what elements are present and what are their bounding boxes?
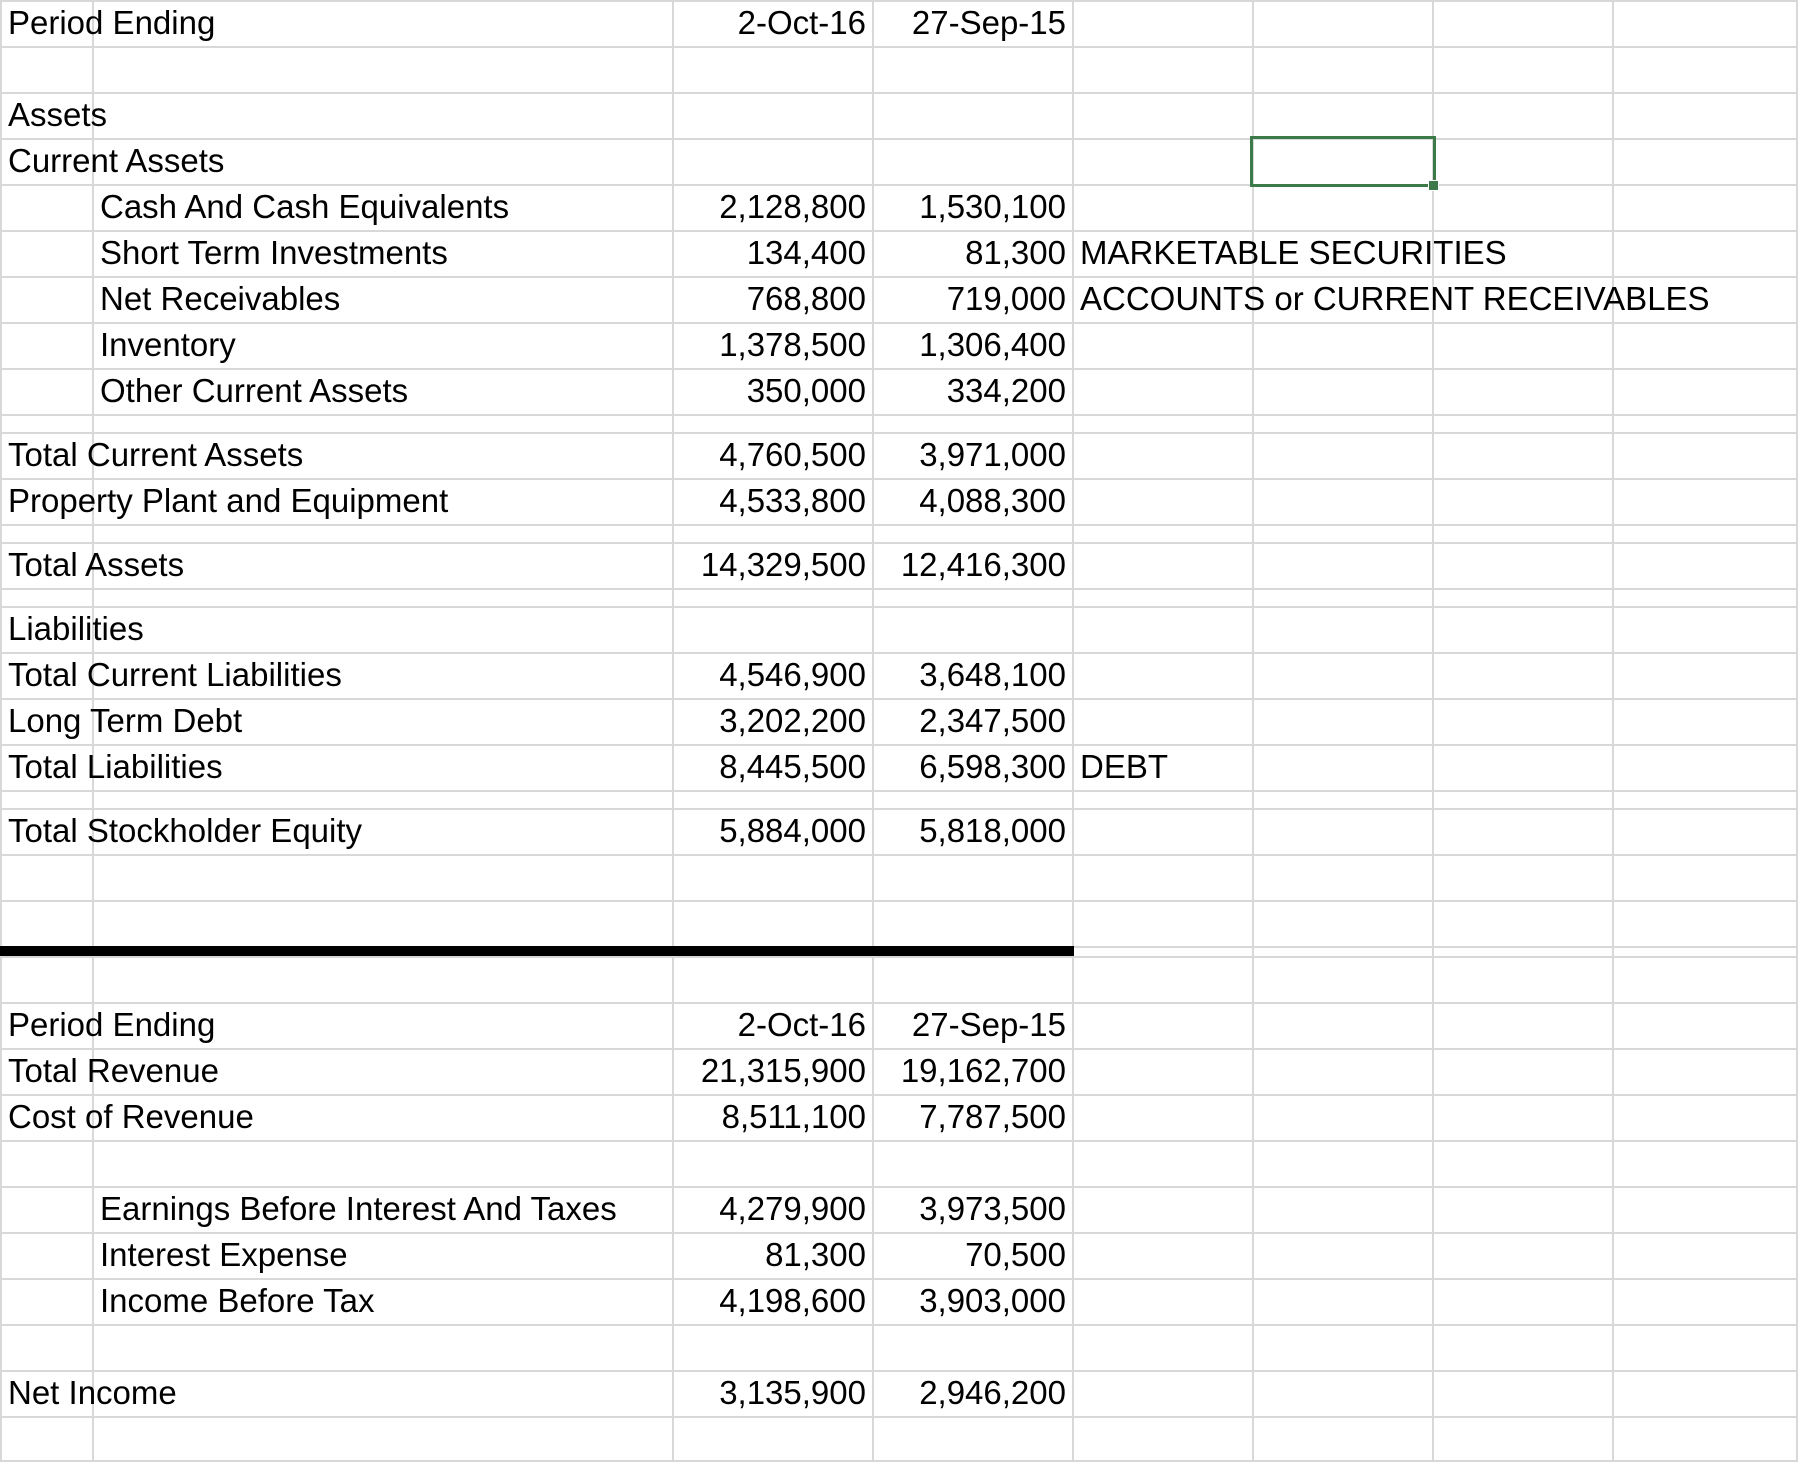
gridline [0, 414, 1798, 416]
short-term-investments-label: Short Term Investments [100, 234, 448, 271]
gridline [0, 230, 1798, 232]
short-term-investments-note: MARKETABLE SECURITIES [1080, 234, 1507, 271]
interest-expense-value-2015: 70,500 [965, 1236, 1066, 1273]
gridline [0, 606, 1798, 608]
gridline [1612, 0, 1614, 1462]
inventory-label: Inventory [100, 326, 236, 363]
gridline [0, 0, 2, 1462]
period-ending-label: Period Ending [8, 4, 216, 41]
total-assets-value-2016: 14,329,500 [700, 546, 866, 583]
gridline [1072, 0, 1074, 1462]
ebit-value-2016: 4,279,900 [719, 1190, 866, 1227]
gridline [0, 1278, 1798, 1280]
long-term-debt-value-2015: 2,347,500 [919, 702, 1066, 739]
cash-value-2015: 1,530,100 [919, 188, 1066, 225]
other-current-assets-label: Other Current Assets [100, 372, 409, 409]
total-equity-value-2016: 5,884,000 [719, 812, 866, 849]
gridline [0, 524, 1798, 526]
net-receivables-note: ACCOUNTS or CURRENT RECEIVABLES [1080, 280, 1710, 317]
total-assets-label: Total Assets [8, 546, 185, 583]
gridline [0, 652, 1798, 654]
income-before-tax-value-2016: 4,198,600 [719, 1282, 866, 1319]
gridline [872, 0, 874, 1462]
net-income-value-2015: 2,946,200 [919, 1374, 1066, 1411]
gridline [0, 322, 1798, 324]
gridline [0, 808, 1798, 810]
cash-value-2016: 2,128,800 [719, 188, 866, 225]
income-before-tax-value-2015: 3,903,000 [919, 1282, 1066, 1319]
total-revenue-value-2016: 21,315,900 [700, 1052, 866, 1089]
section-divider [0, 946, 1074, 956]
total-current-liabilities-value-2015: 3,648,100 [919, 656, 1066, 693]
gridline [0, 1324, 1798, 1326]
total-current-liabilities-value-2016: 4,546,900 [719, 656, 866, 693]
gridline [0, 184, 1798, 186]
gridline [0, 1186, 1798, 1188]
gridline [0, 1140, 1798, 1142]
net-receivables-label: Net Receivables [100, 280, 341, 317]
gridline [0, 138, 1798, 140]
total-equity-value-2015: 5,818,000 [919, 812, 1066, 849]
ppe-value-2016: 4,533,800 [719, 482, 866, 519]
net-receivables-value-2015: 719,000 [946, 280, 1066, 317]
gridline [0, 1048, 1798, 1050]
total-equity-label: Total Stockholder Equity [8, 812, 363, 849]
gridline [0, 478, 1798, 480]
total-current-assets-value-2015: 3,971,000 [919, 436, 1066, 473]
total-liabilities-label: Total Liabilities [8, 748, 223, 785]
gridline [0, 900, 1798, 902]
gridline [0, 790, 1798, 792]
income-period-col1-header: 2-Oct-16 [737, 1006, 866, 1043]
other-current-assets-value-2015: 334,200 [946, 372, 1066, 409]
cost-of-revenue-value-2015: 7,787,500 [919, 1098, 1066, 1135]
long-term-debt-label: Long Term Debt [8, 702, 243, 739]
income-period-col2-header: 27-Sep-15 [911, 1006, 1066, 1043]
fill-handle[interactable] [1428, 180, 1439, 191]
interest-expense-label: Interest Expense [100, 1236, 348, 1273]
assets-label: Assets [8, 96, 108, 133]
total-liabilities-value-2016: 8,445,500 [719, 748, 866, 785]
gridline [672, 0, 674, 1462]
gridline [0, 1370, 1798, 1372]
gridline [0, 1094, 1798, 1096]
income-before-tax-label: Income Before Tax [100, 1282, 375, 1319]
total-current-assets-label: Total Current Assets [8, 436, 304, 473]
inventory-value-2016: 1,378,500 [719, 326, 866, 363]
total-assets-value-2015: 12,416,300 [900, 546, 1066, 583]
gridline [0, 956, 1798, 958]
cash-label: Cash And Cash Equivalents [100, 188, 510, 225]
ebit-value-2015: 3,973,500 [919, 1190, 1066, 1227]
short-term-investments-value-2016: 134,400 [746, 234, 866, 271]
short-term-investments-value-2015: 81,300 [965, 234, 1066, 271]
other-current-assets-value-2016: 350,000 [746, 372, 866, 409]
income-period-ending-label: Period Ending [8, 1006, 216, 1043]
gridline [0, 1232, 1798, 1234]
selected-cell[interactable] [1250, 136, 1436, 187]
period-col2-header: 27-Sep-15 [911, 4, 1066, 41]
ebit-label: Earnings Before Interest And Taxes [100, 1190, 617, 1227]
gridline [0, 1416, 1798, 1418]
gridline [0, 698, 1798, 700]
interest-expense-value-2016: 81,300 [765, 1236, 866, 1273]
current-assets-label: Current Assets [8, 142, 225, 179]
cost-of-revenue-label: Cost of Revenue [8, 1098, 254, 1135]
period-col1-header: 2-Oct-16 [737, 4, 866, 41]
total-liabilities-note: DEBT [1080, 748, 1169, 785]
gridline [1252, 0, 1254, 1462]
total-revenue-label: Total Revenue [8, 1052, 219, 1089]
cost-of-revenue-value-2016: 8,511,100 [721, 1098, 866, 1135]
ppe-value-2015: 4,088,300 [919, 482, 1066, 519]
total-current-liabilities-label: Total Current Liabilities [8, 656, 342, 693]
total-revenue-value-2015: 19,162,700 [900, 1052, 1066, 1089]
net-income-value-2016: 3,135,900 [719, 1374, 866, 1411]
gridline [0, 588, 1798, 590]
gridline [0, 276, 1798, 278]
net-receivables-value-2016: 768,800 [746, 280, 866, 317]
gridline [0, 542, 1798, 544]
gridline [0, 1002, 1798, 1004]
gridline [1432, 0, 1434, 1462]
gridline [0, 432, 1798, 434]
gridline [0, 854, 1798, 856]
total-current-assets-value-2016: 4,760,500 [719, 436, 866, 473]
liabilities-label: Liabilities [8, 610, 144, 647]
gridline [0, 92, 1798, 94]
ppe-label: Property Plant and Equipment [8, 482, 449, 519]
net-income-label: Net Income [8, 1374, 177, 1411]
total-liabilities-value-2015: 6,598,300 [919, 748, 1066, 785]
gridline [0, 46, 1798, 48]
gridline [0, 368, 1798, 370]
inventory-value-2015: 1,306,400 [919, 326, 1066, 363]
gridline [0, 0, 1798, 2]
long-term-debt-value-2016: 3,202,200 [719, 702, 866, 739]
gridline [0, 744, 1798, 746]
